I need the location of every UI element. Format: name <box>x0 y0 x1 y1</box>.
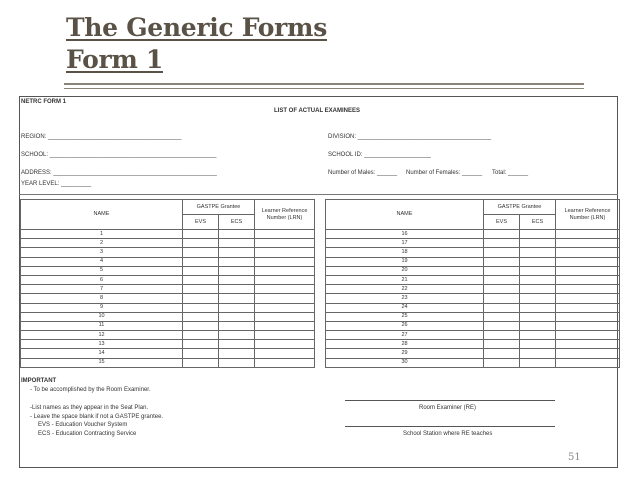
form-heading: LIST OF ACTUAL EXAMINEES <box>274 108 361 114</box>
entry-cell <box>484 285 520 294</box>
entry-cell <box>183 230 219 239</box>
entry-cell <box>219 248 255 257</box>
entry-cell <box>219 312 255 321</box>
entry-cell <box>484 358 520 367</box>
entry-cell <box>255 294 315 303</box>
row-number-cell: 17 <box>326 239 484 248</box>
table-row <box>21 248 315 257</box>
row-number-cell: 11 <box>21 321 183 330</box>
table-row <box>326 294 620 303</box>
slide-title-line1: The Generic Forms <box>66 13 327 42</box>
year-level-field: YEAR LEVEL: _________ <box>21 181 92 187</box>
entry-cell <box>255 358 315 367</box>
table-row <box>326 285 620 294</box>
entry-cell <box>520 239 556 248</box>
entry-cell <box>183 239 219 248</box>
title-divider-top <box>64 83 584 85</box>
division-field: DIVISION: ________________________________________ <box>328 134 492 140</box>
evs-header: EVS <box>484 215 520 230</box>
entry-cell <box>520 294 556 303</box>
table-row <box>326 312 620 321</box>
entry-cell <box>556 239 620 248</box>
row-number-cell: 30 <box>326 358 484 367</box>
examinee-table-right <box>325 199 620 368</box>
entry-cell <box>520 358 556 367</box>
entry-cell <box>255 266 315 275</box>
region-field: REGION: ________________________________________ <box>21 134 182 140</box>
entry-cell <box>183 275 219 284</box>
row-number-cell: 27 <box>326 331 484 340</box>
table-row <box>21 358 315 367</box>
slide-title-line2: Form 1 <box>66 45 163 74</box>
entry-cell <box>556 294 620 303</box>
entry-cell <box>219 275 255 284</box>
row-number-cell: 21 <box>326 275 484 284</box>
page-number: 51 <box>568 452 581 463</box>
entry-cell <box>183 321 219 330</box>
table-row <box>326 239 620 248</box>
title-divider-bottom <box>64 88 584 89</box>
row-number-cell: 13 <box>21 340 183 349</box>
row-number-cell: 18 <box>326 248 484 257</box>
entry-cell <box>556 285 620 294</box>
entry-cell <box>484 248 520 257</box>
entry-cell <box>484 340 520 349</box>
entry-cell <box>219 257 255 266</box>
gastpe-header: GASTPE Grantee <box>484 200 556 215</box>
form-code: NETRC FORM 1 <box>21 99 66 105</box>
address-field: ADDRESS: _________________________________________________ <box>21 170 217 176</box>
row-number-cell: 24 <box>326 303 484 312</box>
entry-cell <box>255 285 315 294</box>
entry-cell <box>484 239 520 248</box>
ecs-header: ECS <box>219 215 255 230</box>
entry-cell <box>520 266 556 275</box>
name-header: NAME <box>21 200 183 230</box>
females-field: Number of Females: ______ <box>406 170 483 176</box>
table-row <box>326 321 620 330</box>
row-number-cell: 6 <box>21 275 183 284</box>
table-row <box>21 294 315 303</box>
note-line: ECS - Education Contracting Service <box>38 431 137 437</box>
entry-cell <box>520 312 556 321</box>
school-station-label: School Station where RE teaches <box>403 431 493 437</box>
table-row <box>21 275 315 284</box>
table-row <box>21 285 315 294</box>
important-heading: IMPORTANT <box>21 378 57 384</box>
entry-cell <box>484 349 520 358</box>
entry-cell <box>484 303 520 312</box>
entry-cell <box>520 248 556 257</box>
entry-cell <box>556 331 620 340</box>
entry-cell <box>183 331 219 340</box>
entry-cell <box>183 349 219 358</box>
entry-cell <box>255 239 315 248</box>
row-number-cell: 1 <box>21 230 183 239</box>
row-number-cell: 15 <box>21 358 183 367</box>
row-number-cell: 19 <box>326 257 484 266</box>
entry-cell <box>183 257 219 266</box>
table-row <box>326 266 620 275</box>
row-number-cell: 7 <box>21 285 183 294</box>
entry-cell <box>556 275 620 284</box>
row-number-cell: 4 <box>21 257 183 266</box>
table-row <box>326 230 620 239</box>
entry-cell <box>484 321 520 330</box>
entry-cell <box>520 321 556 330</box>
entry-cell <box>219 239 255 248</box>
table-row <box>21 321 315 330</box>
entry-cell <box>520 340 556 349</box>
entry-cell <box>255 248 315 257</box>
school-id-field: SCHOOL ID: ____________________ <box>328 152 431 158</box>
table-row <box>326 248 620 257</box>
entry-cell <box>219 349 255 358</box>
table-row <box>21 230 315 239</box>
entry-cell <box>556 349 620 358</box>
entry-cell <box>255 321 315 330</box>
table-row <box>326 331 620 340</box>
entry-cell <box>255 275 315 284</box>
entry-cell <box>219 303 255 312</box>
entry-cell <box>219 321 255 330</box>
row-number-cell: 3 <box>21 248 183 257</box>
entry-cell <box>183 266 219 275</box>
total-field: Total: ______ <box>492 170 529 176</box>
school-field: SCHOOL: __________________________________________________ <box>21 152 217 158</box>
entry-cell <box>255 230 315 239</box>
row-number-cell: 10 <box>21 312 183 321</box>
entry-cell <box>556 321 620 330</box>
entry-cell <box>219 230 255 239</box>
entry-cell <box>219 331 255 340</box>
lrn-header: Learner Reference Number (LRN) <box>556 200 620 230</box>
entry-cell <box>255 331 315 340</box>
table-row <box>21 340 315 349</box>
row-number-cell: 12 <box>21 331 183 340</box>
entry-cell <box>183 340 219 349</box>
entry-cell <box>520 230 556 239</box>
table-row <box>326 257 620 266</box>
row-number-cell: 29 <box>326 349 484 358</box>
males-field: Number of Males: ______ <box>328 170 398 176</box>
entry-cell <box>183 285 219 294</box>
entry-cell <box>255 349 315 358</box>
entry-cell <box>183 294 219 303</box>
note-line: - Leave the space blank if not a GASTPE grantee. <box>30 414 164 420</box>
entry-cell <box>219 285 255 294</box>
entry-cell <box>520 331 556 340</box>
entry-cell <box>484 257 520 266</box>
header-divider <box>19 194 618 195</box>
name-header: NAME <box>326 200 484 230</box>
table-row <box>326 340 620 349</box>
table-row <box>21 239 315 248</box>
row-number-cell: 8 <box>21 294 183 303</box>
evs-header: EVS <box>183 215 219 230</box>
entry-cell <box>484 312 520 321</box>
school-station-signature-line <box>345 426 555 427</box>
entry-cell <box>219 340 255 349</box>
entry-cell <box>520 275 556 284</box>
ecs-header: ECS <box>520 215 556 230</box>
entry-cell <box>484 331 520 340</box>
row-number-cell: 22 <box>326 285 484 294</box>
entry-cell <box>556 266 620 275</box>
entry-cell <box>183 358 219 367</box>
row-number-cell: 26 <box>326 321 484 330</box>
entry-cell <box>520 257 556 266</box>
entry-cell <box>219 266 255 275</box>
table-row <box>21 303 315 312</box>
entry-cell <box>556 257 620 266</box>
table-row <box>21 266 315 275</box>
lrn-header: Learner Reference Number (LRN) <box>255 200 315 230</box>
row-number-cell: 9 <box>21 303 183 312</box>
examinee-table-left <box>20 199 315 368</box>
entry-cell <box>219 294 255 303</box>
entry-cell <box>255 303 315 312</box>
table-row <box>326 358 620 367</box>
entry-cell <box>484 275 520 284</box>
row-number-cell: 25 <box>326 312 484 321</box>
entry-cell <box>556 303 620 312</box>
entry-cell <box>183 248 219 257</box>
entry-cell <box>255 340 315 349</box>
table-row <box>326 275 620 284</box>
entry-cell <box>219 358 255 367</box>
note-line: - To be accomplished by the Room Examiner. <box>30 387 151 393</box>
row-number-cell: 20 <box>326 266 484 275</box>
entry-cell <box>484 294 520 303</box>
entry-cell <box>484 266 520 275</box>
row-number-cell: 14 <box>21 349 183 358</box>
table-row <box>21 312 315 321</box>
table-row <box>21 349 315 358</box>
note-line: EVS - Education Voucher System <box>38 422 128 428</box>
entry-cell <box>183 312 219 321</box>
table-row <box>326 303 620 312</box>
entry-cell <box>255 312 315 321</box>
entry-cell <box>556 248 620 257</box>
row-number-cell: 2 <box>21 239 183 248</box>
room-examiner-signature-line <box>345 400 555 401</box>
entry-cell <box>183 303 219 312</box>
entry-cell <box>255 257 315 266</box>
entry-cell <box>484 230 520 239</box>
room-examiner-label: Room Examiner (RE) <box>419 405 477 411</box>
row-number-cell: 5 <box>21 266 183 275</box>
note-line: -List names as they appear in the Seat Plan. <box>30 405 149 411</box>
row-number-cell: 28 <box>326 340 484 349</box>
entry-cell <box>520 303 556 312</box>
row-number-cell: 23 <box>326 294 484 303</box>
entry-cell <box>556 358 620 367</box>
entry-cell <box>520 285 556 294</box>
table-row <box>21 257 315 266</box>
gastpe-header: GASTPE Grantee <box>183 200 255 215</box>
entry-cell <box>556 312 620 321</box>
table-row <box>326 349 620 358</box>
row-number-cell: 16 <box>326 230 484 239</box>
entry-cell <box>520 349 556 358</box>
entry-cell <box>556 340 620 349</box>
entry-cell <box>556 230 620 239</box>
table-row <box>21 331 315 340</box>
